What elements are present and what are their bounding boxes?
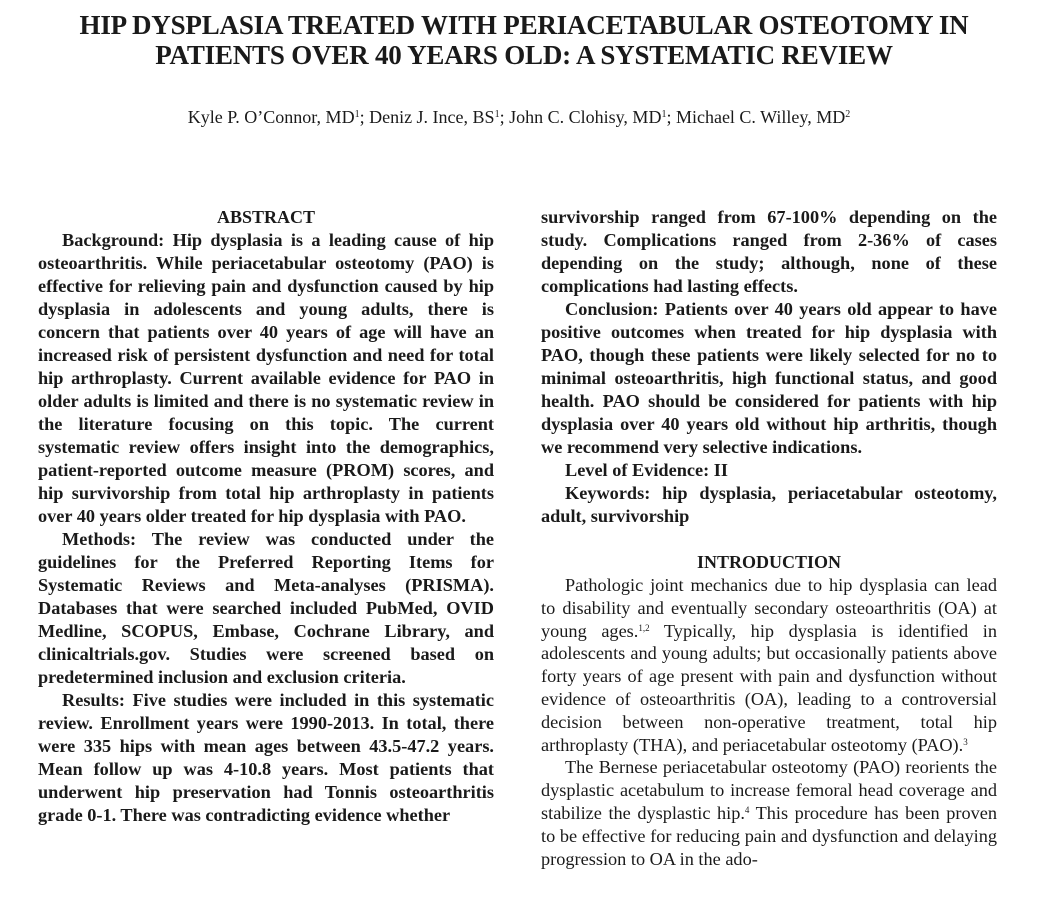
author-2: Deniz J. Ince, $BS^1$; bbox=[369, 107, 510, 127]
abstract-conclusion: Conclusion: Patients over 40 years old appear to have positive outcomes when treated for hip dysplasia with PAO, though these patients were likely selected for no to minimal osteoarthritis, high functional status, and good health. PAO should be considered for patients with hip dysplasia over 40 years old without hip arthritis, though we recommend very selective indications. bbox=[541, 299, 997, 457]
abstract-heading: ABSTRACT bbox=[216, 207, 316, 227]
title-line-1: HIP DYSPLASIA TREATED WITH PERIACETABULAR OSTEOTOMY IN bbox=[79, 10, 969, 40]
introduction-heading: INTRODUCTION bbox=[696, 552, 842, 572]
right-column bbox=[541, 206, 997, 870]
author-list bbox=[0, 104, 1038, 128]
abstract-results-continued: survivorship ranged from 67-100% depending on the study. Complications ranged from 2-36% of cases depending on the study; although, none of these complications had lasting effects. bbox=[541, 207, 997, 296]
abstract-level-of-evidence: Level of Evidence: II bbox=[565, 460, 728, 480]
introduction-paragraph-2: The Bernese periacetabular osteotomy (PAO) reorients the dysplastic acetabulum to increase femoral head coverage and stabilize the dysplastic hip.$^4$ This procedure has been proven to be effective for reducing pain and dysfunction and delaying progression to OA in the ado- bbox=[541, 757, 997, 869]
citation-ref: 3 bbox=[963, 736, 968, 747]
left-column bbox=[38, 206, 494, 827]
citation-ref: 4 bbox=[744, 804, 750, 815]
paper-title bbox=[0, 10, 1048, 70]
author-1: Kyle P. O’Connor, $MD^1$; bbox=[187, 107, 370, 127]
introduction-section bbox=[541, 551, 997, 870]
introduction-paragraph-1: Pathologic joint mechanics due to hip dysplasia can lead to disability and eventually secondary osteoarthritis (OA) at young ages.$^{1,2}$ Typically, hip dysplasia is identified in adolescents and young adults; but occasionally patients above forty years of age present with pain and dysfunction without evidence of osteoarthritis (OA), leading to a controversial decision between non-operative treatment, total hip arthroplasty (THA), and periacetabular osteotomy (PAO).$^3$ bbox=[541, 575, 997, 755]
title-line-2: PATIENTS OVER 40 YEARS OLD: A SYSTEMATIC REVIEW bbox=[155, 40, 893, 70]
abstract-keywords: Keywords: hip dysplasia, periacetabular osteotomy, adult, survivorship bbox=[541, 483, 997, 526]
abstract-results: Results: Five studies were included in this systematic review. Enrollment years were 1990-2013. In total, there were 335 hips with mean ages between 43.5-47.2 years. Mean follow up was 4-10.8 years. Most patients that underwent hip preservation had Tonnis osteoarthritis grade 0-1. There was contradicting evidence whether bbox=[38, 690, 494, 825]
abstract-background: Background: Hip dysplasia is a leading cause of hip osteoarthritis. While periacetabular osteotomy (PAO) is effective for relieving pain and dysfunction caused by hip dysplasia in adolescents and young adults, there is concern that patients over 40 years of age will have an increased risk of persistent dysfunction and need for total hip arthroplasty. Current available evidence for PAO in older adults is limited and there is no systematic review in the literature focusing on this topic. The current systematic review offers insight into the demographics, patient-reported outcome measure (PROM) scores, and hip survivorship from total hip arthroplasty in patients over 40 years older treated for hip dysplasia with PAO. bbox=[38, 230, 494, 526]
author-4: Michael C. Willey, $MD^2$ bbox=[675, 107, 851, 127]
abstract-methods: Methods: The review was conducted under the guidelines for the Preferred Reporting Items for Systematic Reviews and Meta-analyses (PRISMA). Databases that were searched included PubMed, OVID Medline, SCOPUS, Embase, Cochrane Library, and clinicaltrials.gov. Studies were screened based on predetermined inclusion and exclusion criteria. bbox=[38, 529, 494, 687]
author-3: John C. Clohisy, $MD^1$; bbox=[509, 107, 676, 127]
citation-ref: 1,2 bbox=[638, 622, 650, 633]
